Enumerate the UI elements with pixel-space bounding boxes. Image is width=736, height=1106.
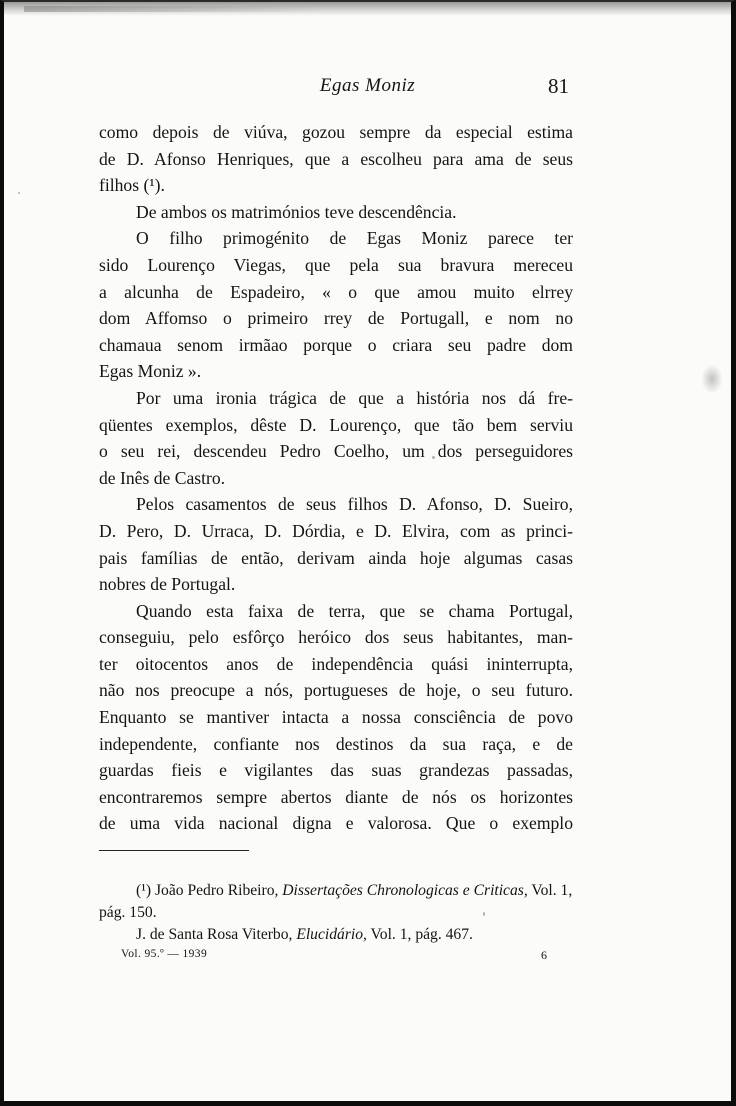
text-line: nobres de Portugal. xyxy=(99,574,236,595)
text-line: Pelos casamentos de seus filhos D. Afonso, D. Sueiro, xyxy=(136,494,573,515)
text-line: guardas fieis e vigilantes das suas grandezas passadas, xyxy=(99,760,573,781)
footnote-1 xyxy=(99,880,585,902)
text-line: Por uma ironia trágica de que a história nos dá fre- xyxy=(136,387,573,408)
footnote-volume: Vol. 1, xyxy=(527,882,573,899)
text-line: Enquanto se mantiver intacta a nossa consciência de povo xyxy=(99,707,573,728)
text-line: de Inês de Castro. xyxy=(99,467,226,488)
text-line: O filho primogénito de Egas Moniz parece ter xyxy=(136,228,573,249)
text-line: não nos preocupe a nós, portugueses de hoje, o seu futuro. xyxy=(99,680,573,701)
footnote-title: Elucidário, xyxy=(296,926,367,943)
signature-number: 6 xyxy=(541,948,547,962)
footnote-reference: Vol. 1, pág. 467. xyxy=(366,926,473,943)
volume-signature-line: Vol. 95.º — 1939 xyxy=(121,948,208,960)
text-line: Quando esta faixa de terra, que se chama Portugal, xyxy=(136,600,573,621)
footnote-marker: (¹) xyxy=(136,882,152,899)
main-text xyxy=(99,119,573,837)
text-line: encontraremos sempre abertos diante de nós os horizontes xyxy=(99,786,573,807)
text-line: de D. Afonso Henriques, que a escolheu para ama de seus xyxy=(99,148,573,169)
text-line: sido Lourenço Viegas, que pela sua bravura mereceu xyxy=(99,254,573,275)
paper-speck xyxy=(18,192,20,194)
footnote-separator xyxy=(99,850,249,851)
text-line: Egas Moniz ». xyxy=(99,361,202,382)
footnote-2 xyxy=(99,924,585,946)
text-line: qüentes exemplos, dêste D. Lourenço, que tão bem serviu xyxy=(99,414,573,435)
text-line: D. Pero, D. Urraca, D. Dórdia, e D. Elvira, com as princi- xyxy=(99,520,573,541)
footnote-title: Dissertações Chronologicas e Criticas, xyxy=(282,882,528,899)
scan-shadow-streak xyxy=(24,6,324,12)
text-line: como depois de viúva, gozou sempre da especial estima xyxy=(99,122,573,142)
text-line: dom Affomso o primeiro rrey de Portugall, e nom no xyxy=(99,308,573,329)
footnote-author: J. de Santa Rosa Viterbo, xyxy=(136,926,297,943)
text-line: De ambos os matrimónios teve descendência. xyxy=(136,201,457,222)
footnote-author: João Pedro Ribeiro, xyxy=(151,882,283,899)
text-line: o seu rei, descendeu Pedro Coelho, um dos perseguidores xyxy=(99,441,573,462)
text-line: a alcunha de Espadeiro, « o que amou muito elrrey xyxy=(99,281,573,302)
text-line: ter oitocentos anos de independência quási ininterrupta, xyxy=(99,653,573,674)
text-line: de uma vida nacional digna e valorosa. Que o exemplo xyxy=(99,813,573,834)
page-number: 81 xyxy=(548,74,569,98)
footnote-1-pages: pág. 150. xyxy=(99,904,157,921)
text-line: independente, confiante nos destinos da sua raça, e de xyxy=(99,733,573,754)
text-line: pais famílias de então, derivam ainda hoje algumas casas xyxy=(99,547,573,568)
running-title: Egas Moniz xyxy=(319,75,416,96)
paper-smudge xyxy=(701,364,723,394)
footnotes xyxy=(99,880,585,946)
text-line: conseguiu, pelo esfôrço heróico dos seus habitantes, man- xyxy=(99,627,573,648)
text-line: filhos (¹). xyxy=(99,175,165,196)
text-line: chamaua senom irmãao porque o criara seu padre dom xyxy=(99,334,573,355)
